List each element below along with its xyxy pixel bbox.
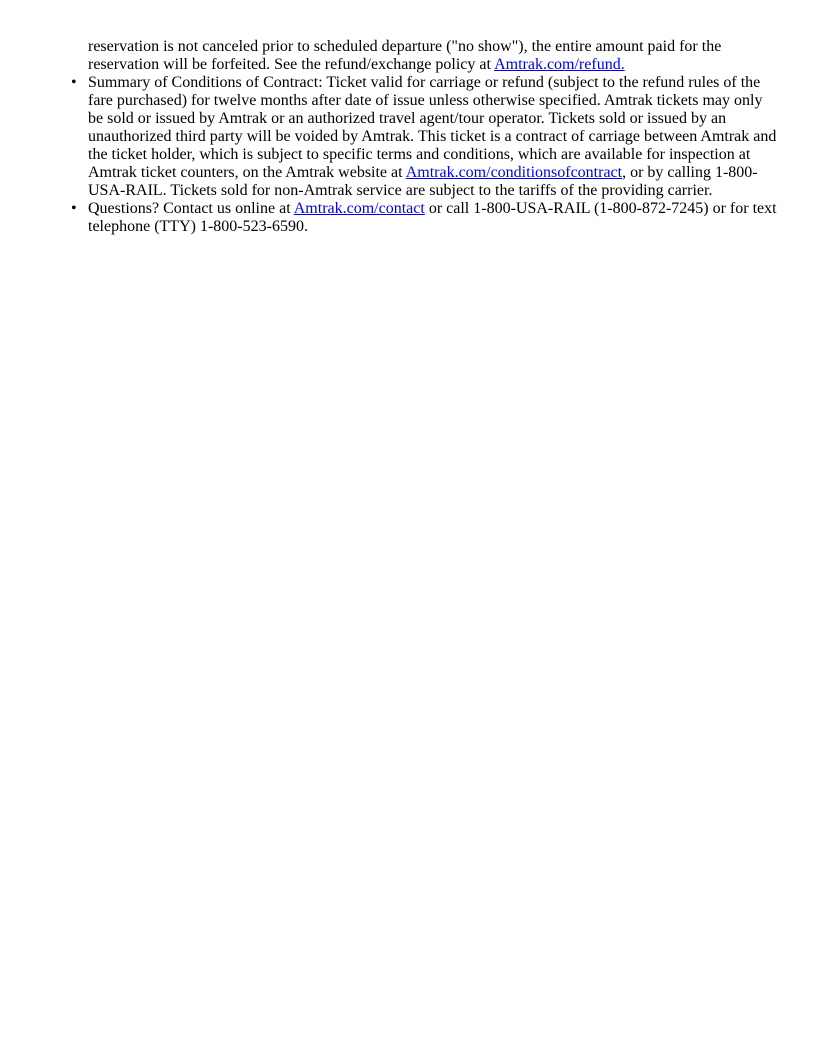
conditions-text-after: , or by calling 1-800-USA-RAIL. Tickets sold for non-Amtrak service are subject to the tariffs of the providing carrier.: [88, 164, 758, 199]
bullet-icon: •: [71, 200, 77, 217]
contact-text-after: or call 1-800-USA-RAIL (1-800-872-7245) or for text telephone (TTY) 1-800-523-6590.: [88, 200, 777, 235]
refund-policy-text: reservation is not canceled prior to scheduled departure ("no show"), the entire amount paid for the reservation will be forfeited. See the refund/exchange policy at: [88, 38, 722, 73]
refund-policy-continuation: [88, 38, 778, 74]
terms-list: [71, 74, 778, 236]
conditions-of-contract-link[interactable]: Amtrak.com/conditionsofcontract: [405, 164, 623, 181]
document-content: [71, 38, 778, 236]
bullet-icon: •: [71, 74, 77, 91]
conditions-text-before: Summary of Conditions of Contract: Ticket valid for carriage or refund (subject to the refund rules of the fare purchased) for twelve months after date of issue unless otherwise specified. Amtrak tickets may only be sold or issued by Amtrak or an authorized travel agent/tour operator. Tickets sold or issued by an unauthorized third party will be voided by Amtrak. This ticket is a contract of carriage between Amtrak and the ticket holder, which is subject to specific terms and conditions, which are available for inspection at Amtrak ticket counters, on the Amtrak website at: [88, 74, 777, 181]
contact-text-before: Questions? Contact us online at: [88, 200, 294, 217]
contact-item: [71, 200, 778, 236]
refund-policy-link[interactable]: Amtrak.com/refund.: [494, 56, 625, 73]
conditions-of-contract-item: [71, 74, 778, 200]
contact-link[interactable]: Amtrak.com/contact: [293, 200, 425, 217]
